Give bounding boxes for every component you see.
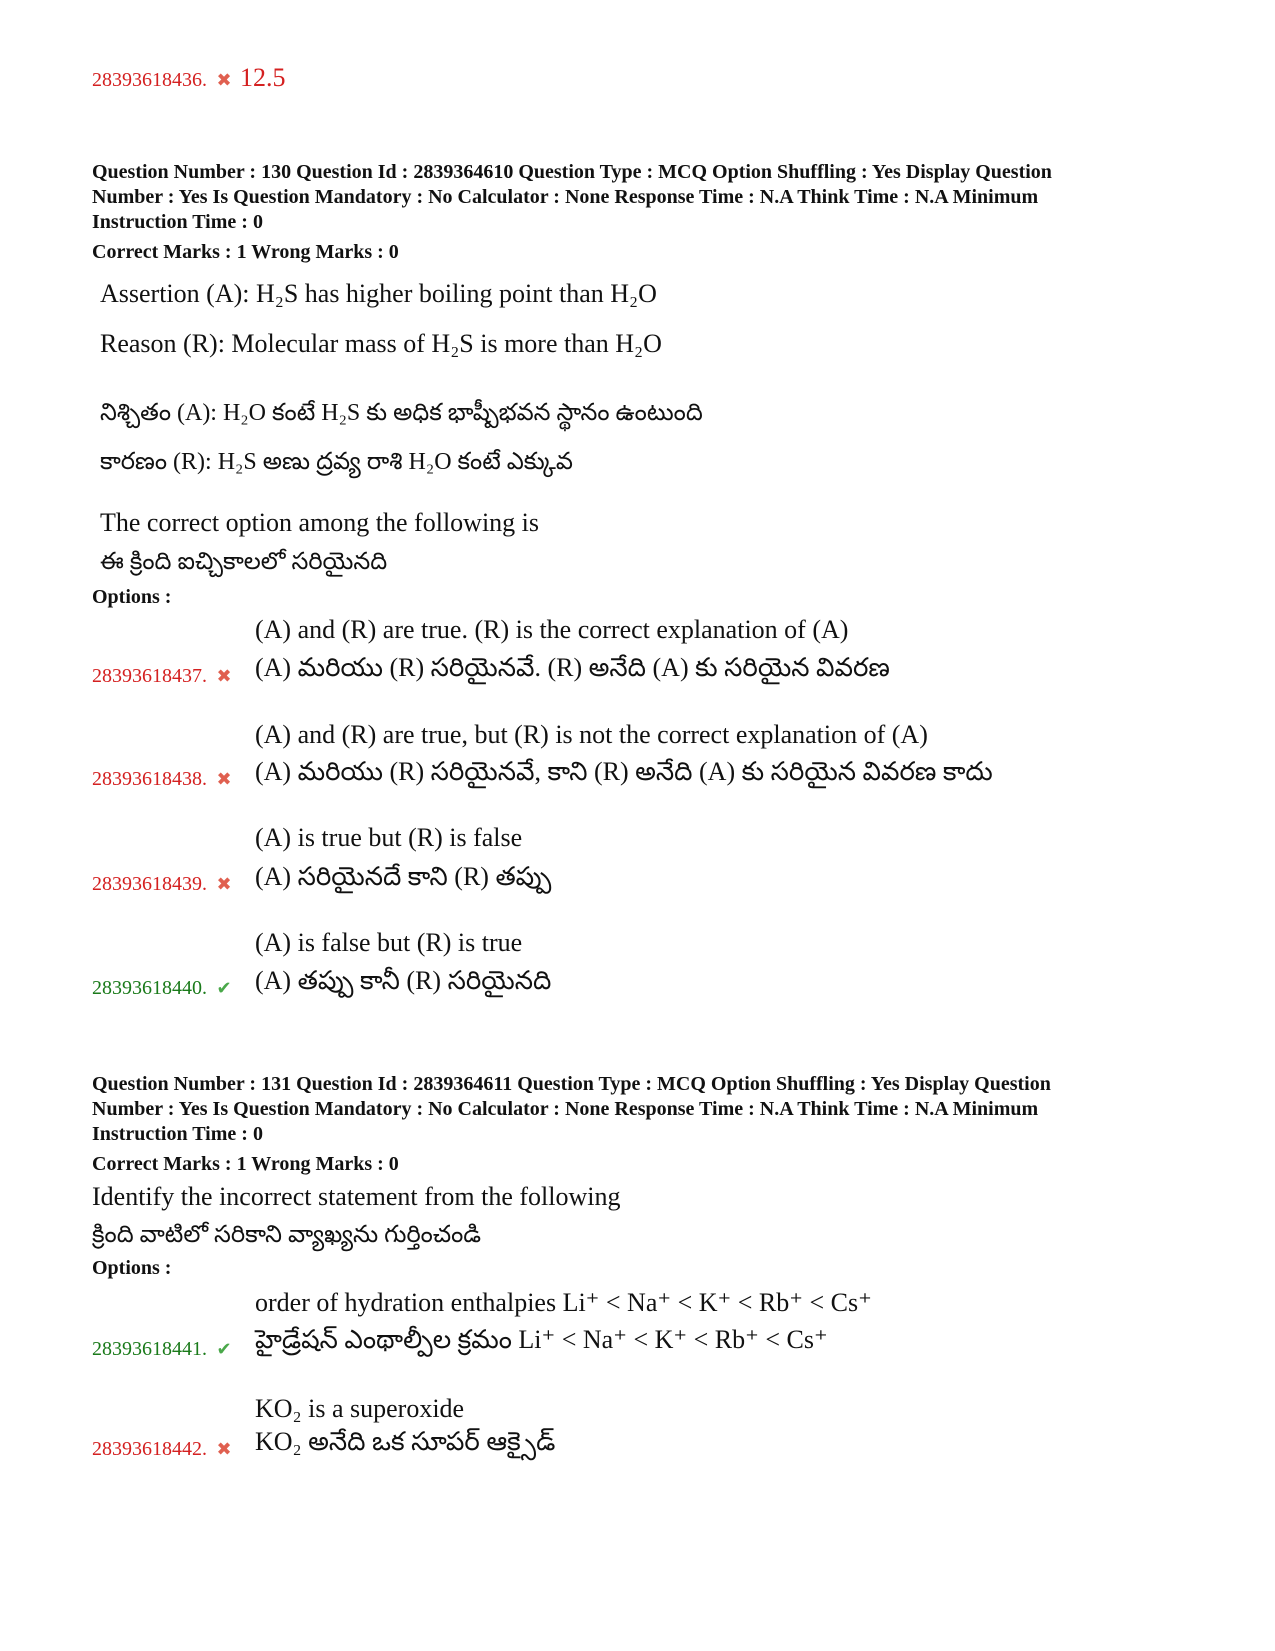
- option-text-te: (A) మరియు (R) సరియైనవే. (R) అనేది (A) కు సరియైన వివరణ: [255, 653, 890, 682]
- assertion-en: Assertion (A): H₂S has higher boiling point than H₂O: [100, 279, 657, 308]
- option-id: 28393618442.: [92, 1438, 207, 1460]
- option-id-row: [92, 768, 235, 791]
- assertion-te: నిశ్చితం (A): H₂O కంటే H₂S కు అధిక భాష్పీభవన స్థానం ఉంటుంది: [100, 400, 703, 426]
- question-prompt-te: క్రింది వాటిలో సరికాని వ్యాఖ్యను గుర్తించండి: [92, 1222, 482, 1248]
- option-text-te: హైడ్రేషన్ ఎంథాల్పీల క్రమం Li⁺ < Na⁺ < K⁺ < Rb⁺ < Cs⁺: [255, 1325, 828, 1354]
- option-id: 28393618441.: [92, 1338, 207, 1360]
- question-header: Question Number : 131 Question Id : 2839364611 Question Type : MCQ Option Shuffling : Yes Display Question Number : Yes Is Question Mandatory : No Calculator : None Response Time : N.A Think Time : N.A Minimum Instruction Time : 0: [92, 1073, 1051, 1145]
- option-row-prev: [92, 63, 286, 93]
- question-marks: Correct Marks : 1 Wrong Marks : 0: [92, 1153, 399, 1175]
- option-text-te: (A) సరియైనదే కాని (R) తప్పు: [255, 862, 552, 891]
- question-prompt-te: ఈ క్రింది ఐచ్చికాలలో సరియైనది: [100, 549, 388, 575]
- option-id-row: [92, 665, 235, 688]
- option-text-en: (A) and (R) are true. (R) is the correct explanation of (A): [255, 615, 849, 644]
- option-text-te: KO₂ అనేది ఒక సూపర్ ఆక్సైడ్: [255, 1427, 556, 1456]
- cross-icon: ✖: [216, 70, 232, 90]
- option-id: 28393618439.: [92, 873, 207, 895]
- options-label: Options :: [92, 1257, 172, 1279]
- cross-icon: ✖: [216, 874, 232, 894]
- option-id-row: [92, 1438, 235, 1461]
- question-prompt-en: The correct option among the following is: [100, 508, 540, 537]
- option-id-row: [92, 873, 235, 896]
- option-text: 12.5: [240, 63, 286, 92]
- reason-te: కారణం (R): H₂S అణు ద్రవ్య రాశి H₂O కంటే ఎక్కువ: [100, 449, 573, 475]
- option-text-en: (A) is true but (R) is false: [255, 823, 523, 852]
- question-header: Question Number : 130 Question Id : 2839364610 Question Type : MCQ Option Shuffling : Yes Display Question Number : Yes Is Question Mandatory : No Calculator : None Response Time : N.A Think Time : N.A Minimum Instruction Time : 0: [92, 161, 1052, 233]
- option-id: 28393618437.: [92, 665, 207, 687]
- option-text-te: (A) తప్పు కానీ (R) సరియైనది: [255, 966, 552, 995]
- option-text-en: (A) is false but (R) is true: [255, 928, 523, 957]
- option-text-en: order of hydration enthalpies Li⁺ < Na⁺ < K⁺ < Rb⁺ < Cs⁺: [255, 1288, 872, 1317]
- option-text-en: (A) and (R) are true, but (R) is not the correct explanation of (A): [255, 720, 928, 749]
- check-icon: ✔: [216, 978, 232, 998]
- option-text-en: KO₂ is a superoxide: [255, 1394, 465, 1423]
- option-text-te: (A) మరియు (R) సరియైనవే, కాని (R) అనేది (A) కు సరియైన వివరణ కాదు: [255, 757, 993, 786]
- reason-en: Reason (R): Molecular mass of H₂S is more than H₂O: [100, 329, 662, 358]
- cross-icon: ✖: [216, 769, 232, 789]
- cross-icon: ✖: [216, 666, 232, 686]
- cross-icon: ✖: [216, 1439, 232, 1459]
- question-prompt-en: Identify the incorrect statement from the following: [92, 1182, 621, 1211]
- option-id: 28393618438.: [92, 768, 207, 790]
- options-label: Options :: [92, 586, 172, 608]
- option-id: 28393618436.: [92, 69, 207, 91]
- question-marks: Correct Marks : 1 Wrong Marks : 0: [92, 241, 399, 263]
- check-icon: ✔: [216, 1339, 232, 1359]
- option-id: 28393618440.: [92, 977, 207, 999]
- option-id-row: [92, 977, 235, 1000]
- option-id-row: [92, 1338, 235, 1361]
